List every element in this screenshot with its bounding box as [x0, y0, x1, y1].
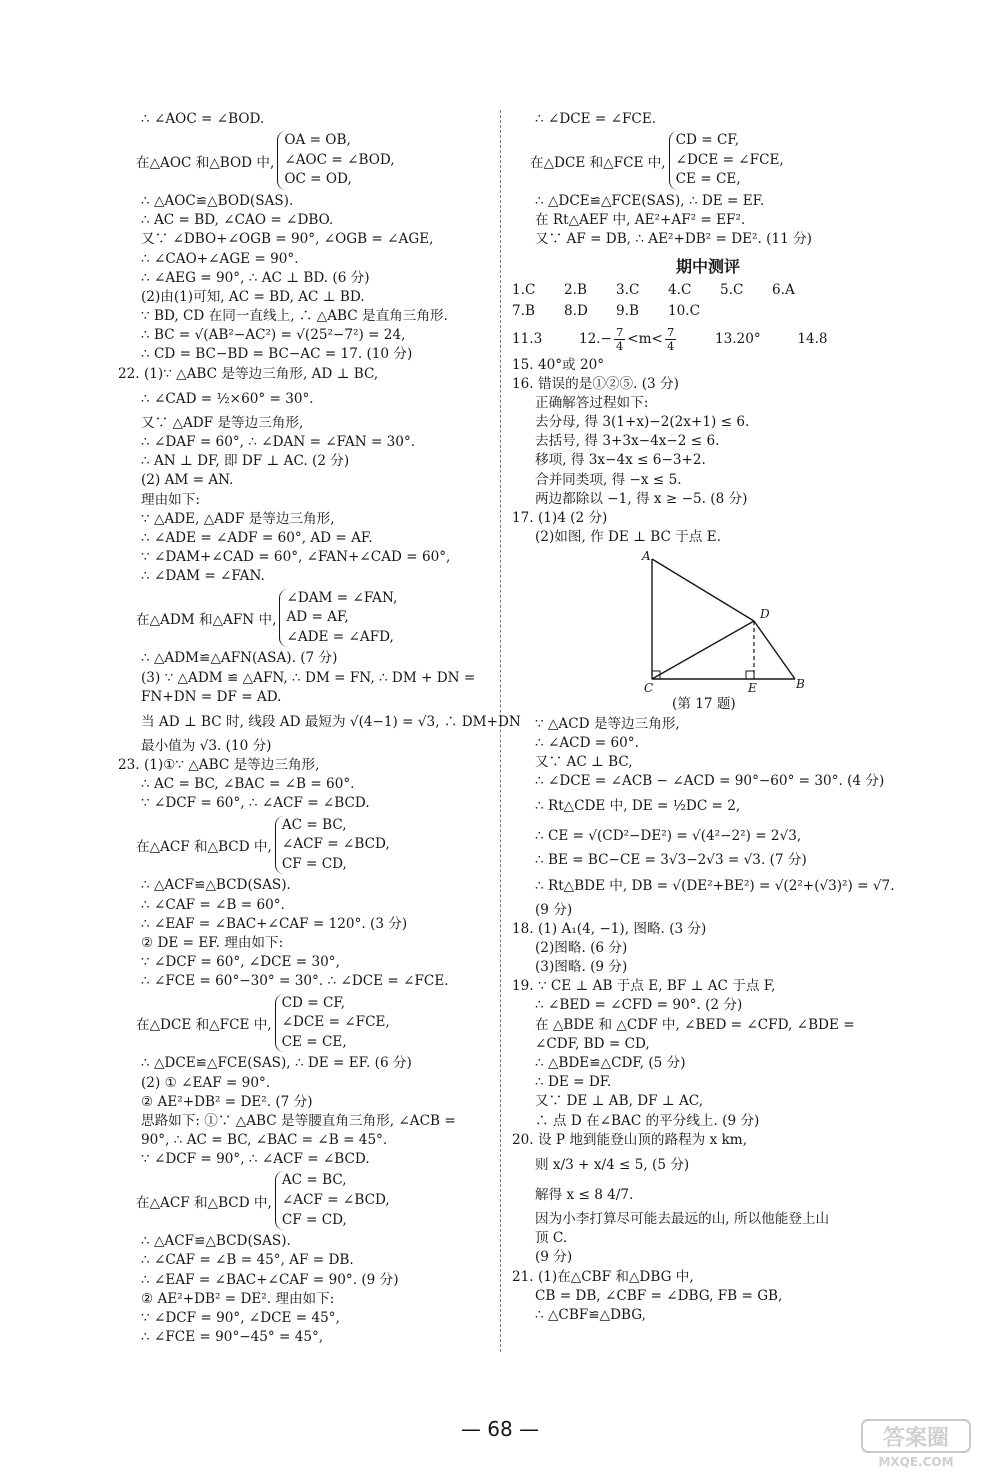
text-line: ∴ ∠DCE = ∠FCE. [535, 111, 657, 127]
text-line: 又∵ AF = DB, ∴ AE²+DB² = DE². (11 分) [535, 231, 812, 248]
brace-item: CF = CD, [281, 1211, 347, 1228]
text-line: ∴ ∠ACD = 60°. [535, 734, 639, 751]
text-line: 去括号, 得 3+3x−4x−2 ≤ 6. [535, 433, 720, 450]
brace-item: CF = CD, [281, 855, 347, 872]
brace-label: 在△ADM 和△AFN 中, [136, 611, 277, 628]
text-line: ∵ △ADE, △ADF 是等边三角形, [141, 510, 335, 527]
brace-item: CE = CE, [281, 1033, 347, 1050]
text-line: ∴ ∠BED = ∠CFD = 90°. (2 分) [535, 997, 743, 1014]
text-line: ∴ AC = BC, ∠BAC = ∠B = 60°. [141, 776, 355, 793]
figure-caption: (第 17 题) [672, 696, 736, 713]
text-line: ∴ CD = BC−BD = BC−AC = 17. (10 分) [141, 346, 413, 363]
text-line: CB = DB, ∠CBF = ∠DBG, FB = GB, [535, 1287, 783, 1304]
brace-items [279, 589, 397, 648]
choice-answer: 2.B [564, 281, 587, 298]
fraction: $\frac{7}{4}$ [615, 324, 624, 353]
brace-label: 在△AOC 和△BOD 中, [136, 154, 275, 171]
right-top-block [512, 110, 904, 250]
choice-answer: 4.C [668, 281, 692, 298]
brace-item: ∠DCE = ∠FCE, [675, 151, 784, 168]
text-line: 解得 x ≤ 8 4/7. [535, 1186, 634, 1203]
text-line: ∴ ∠AOC = ∠BOD. [141, 111, 265, 127]
svg-text:答案圈: 答案圈 [882, 1426, 950, 1451]
brace-items [669, 131, 784, 190]
text-line: ∵ ∠DCF = 90°, ∴ ∠ACF = ∠BCD. [141, 1151, 370, 1168]
brace-items [275, 1171, 390, 1230]
vertex-label-e: E [748, 681, 757, 696]
text-line: ∠CDF, BD = CD, [535, 1035, 650, 1052]
right-middle-block [512, 356, 904, 548]
brace-items [277, 131, 394, 190]
text-line: (9 分) [535, 901, 573, 918]
right-bottom-block [512, 715, 904, 1326]
brace-group [118, 589, 488, 648]
page-number: — 68 — [460, 1417, 540, 1441]
text-line: ∵ ∠DCF = 60°, ∴ ∠ACF = ∠BCD. [141, 795, 370, 812]
text-line: ∴ Rt△BDE 中, DB = √(DE²+BE²) = √(2²+(√3)²) = √7. [535, 877, 895, 894]
brace-label: 在△ACF 和△BCD 中, [136, 1194, 272, 1211]
text-line: (2)图略. (6 分) [535, 939, 628, 956]
text-line: ∴ ∠DAM = ∠FAN. [141, 568, 265, 585]
brace-item: ∠ACF = ∠BCD, [281, 836, 390, 853]
text-line: 16. 错误的是①②⑤. (3 分) [512, 375, 679, 392]
text-line: (2) ① ∠EAF = 90°. [141, 1074, 271, 1091]
choice-answers-row-2 [512, 301, 904, 322]
text-line: ∴ ∠FCE = 60°−30° = 30°. ∴ ∠DCE = ∠FCE. [141, 973, 449, 990]
answer-13: 13.20° [714, 330, 761, 347]
vertex-label-b: B [796, 677, 805, 692]
brace-group [118, 994, 488, 1053]
text-line: 正确解答过程如下: [535, 394, 649, 411]
brace-item: ∠ADE = ∠AFD, [286, 628, 394, 645]
brace-label: 在△DCE 和△FCE 中, [136, 1016, 272, 1033]
answer-14: 14.8 [797, 330, 828, 347]
text-line: ∴ 点 D 在∠BAC 的平分线上. (9 分) [535, 1112, 760, 1129]
brace-label: 在△DCE 和△FCE 中, [530, 154, 666, 171]
brace-group [118, 131, 488, 190]
text-line: ∴ △BDE≌△CDF, (5 分) [535, 1055, 686, 1072]
figure-17 [630, 549, 820, 699]
vertex-label-d: D [760, 607, 770, 622]
text-line: (3) ∵ △ADM ≌ △AFN, ∴ DM = FN, ∴ DM + DN = [141, 669, 476, 686]
brace-item: ∠DCE = ∠FCE, [281, 1014, 390, 1031]
fraction: $\frac{7}{4}$ [666, 324, 675, 353]
text-line: 最小值为 √3. (10 分) [141, 737, 272, 754]
text-line: (2)如图, 作 DE ⊥ BC 于点 E. [535, 529, 721, 546]
answer-12-mid: <m< [627, 330, 663, 347]
brace-item: CD = CF, [281, 994, 346, 1011]
text-line: ∴ ∠CAF = ∠B = 60°. [141, 896, 285, 913]
text-line: ∴ △CBF≌△DBG, [535, 1306, 646, 1323]
brace-item: AC = BC, [281, 816, 347, 833]
brace-item: ∠ACF = ∠BCD, [281, 1192, 390, 1209]
text-line: ∴ ∠DAF = 60°, ∴ ∠DAN = ∠FAN = 30°. [141, 434, 416, 451]
text-line: 又∵ ∠DBO+∠OGB = 90°, ∠OGB = ∠AGE, [141, 231, 434, 248]
text-line: 去分母, 得 3(1+x)−2(2x+1) ≤ 6. [535, 414, 750, 431]
choice-answers-row-1 [512, 280, 904, 301]
text-line: 在 Rt△AEF 中, AE²+AF² = EF². [535, 212, 746, 229]
brace-label: 在△ACF 和△BCD 中, [136, 839, 272, 856]
choice-answer: 6.A [772, 281, 795, 298]
vertex-label-c: C [644, 681, 654, 696]
text-line: 因为小李打算尽可能去最远的山, 所以他能登上山 [535, 1210, 830, 1227]
brace-item: OA = OB, [284, 132, 351, 149]
text-line: ② DE = EF. 理由如下: [141, 934, 284, 951]
text-line: (2) AM = AN. [141, 472, 234, 489]
text-line: ∵ BD, CD 在同一直线上, ∴ △ABC 是直角三角形. [141, 308, 448, 325]
text-line: (2)由(1)可知, AC = BD, AC ⊥ BD. [141, 288, 365, 305]
text-line: (9 分) [535, 1249, 573, 1266]
text-line: 思路如下: ①∵ △ABC 是等腰直角三角形, ∠ACB = [141, 1112, 456, 1129]
text-line: 合并同类项, 得 −x ≤ 5. [535, 471, 682, 488]
text-line: ∴ △ACF≌△BCD(SAS). [141, 1233, 291, 1250]
text-line: 20. 设 P 地到能登山顶的路程为 x km, [512, 1131, 748, 1148]
choice-answer: 10.C [668, 302, 701, 319]
text-line: 顶 C. [535, 1230, 568, 1247]
text-line: 理由如下: [141, 491, 200, 508]
text-line: ② AE²+DB² = DE². 理由如下: [141, 1290, 335, 1307]
choice-answer: 7.B [512, 302, 535, 319]
brace-item: ∠DAM = ∠FAN, [286, 589, 398, 606]
text-line: 在 △BDE 和 △CDF 中, ∠BED = ∠CFD, ∠BDE = [535, 1016, 855, 1033]
triangle-diagram [630, 549, 820, 699]
text-line: ∴ ∠EAF = ∠BAC+∠CAF = 90°. (9 分) [141, 1271, 399, 1288]
text-line: 又∵ DE ⊥ AB, DF ⊥ AC, [535, 1093, 704, 1110]
answer-11: 11.3 [512, 330, 543, 347]
choice-answer: 3.C [616, 281, 640, 298]
text-line: ∵ △ACD 是等边三角形, [535, 715, 680, 732]
text-line: ∴ BC = √(AB²−AC²) = √(25²−7²) = 24, [141, 327, 406, 344]
section-title: 期中测评 [675, 256, 740, 276]
brace-items [275, 816, 390, 875]
text-line: 15. 40°或 20° [512, 356, 605, 373]
text-line: ∴ AN ⊥ DF, 即 DF ⊥ AC. (2 分) [141, 453, 350, 470]
text-line: 当 AD ⊥ BC 时, 线段 AD 最短为 √(4−1) = √3, ∴ DM+DN [141, 713, 521, 730]
text-line: 23. (1)①∵ △ABC 是等边三角形, [118, 757, 320, 774]
choice-answer: 1.C [512, 281, 536, 298]
brace-item: CD = CF, [675, 132, 740, 149]
right-column [512, 110, 904, 1325]
text-line: ∴ △ADM≌△AFN(ASA). (7 分) [141, 650, 338, 667]
text-line: 移项, 得 3x−4x ≤ 6−3+2. [535, 452, 706, 469]
brace-item: OC = OD, [284, 171, 352, 188]
brace-item: ∠AOC = ∠BOD, [284, 151, 395, 168]
text-line: ∴ ∠FCE = 90°−45° = 45°, [141, 1329, 324, 1346]
brace-item: AC = BC, [281, 1172, 347, 1189]
text-line: 又∵ △ADF 是等边三角形, [141, 414, 304, 431]
text-line: ② AE²+DB² = DE². (7 分) [141, 1093, 313, 1110]
text-line: ∴ ∠ADE = ∠ADF = 60°, AD = AF. [141, 529, 373, 546]
text-line: 又∵ AC ⊥ BC, [535, 753, 633, 770]
text-line: ∴ △DCE≌△FCE(SAS), ∴ DE = EF. [535, 192, 765, 209]
text-line: 22. (1)∵ △ABC 是等边三角形, AD ⊥ BC, [118, 365, 379, 382]
fill-answers-row [512, 322, 904, 356]
brace-item: AD = AF, [286, 609, 349, 626]
text-line: ∴ Rt△CDE 中, DE = ½DC = 2, [535, 798, 741, 815]
answer-12-prefix: 12.− [578, 330, 612, 347]
watermark-logo [860, 1416, 972, 1470]
text-line: ∴ △ACF≌△BCD(SAS). [141, 877, 291, 894]
choice-answer: 5.C [720, 281, 744, 298]
text-line: 21. (1)在△CBF 和△DBG 中, [512, 1268, 694, 1285]
text-line: ∴ DE = DF. [535, 1074, 612, 1091]
text-line: 两边都除以 −1, 得 x ≥ −5. (8 分) [535, 490, 748, 507]
text-line: ∴ ∠CAD = ½×60° = 30°. [141, 390, 314, 407]
brace-group [118, 1171, 488, 1230]
text-line: ∴ CE = √(CD²−DE²) = √(4²−2²) = 2√3, [535, 828, 802, 845]
vertex-label-a: A [642, 549, 651, 564]
text-line: ∴ ∠CAO+∠AGE = 90°. [141, 250, 299, 267]
text-line: ∴ △DCE≌△FCE(SAS), ∴ DE = EF. (6 分) [141, 1055, 412, 1072]
text-line: 则 x/3 + x/4 ≤ 5, (5 分) [535, 1156, 690, 1173]
brace-group [512, 131, 904, 190]
choice-answer: 8.D [564, 302, 588, 319]
text-line: FN+DN = DF = AD. [141, 688, 282, 705]
text-line: 18. (1) A₁(4, −1), 图略. (3 分) [512, 920, 707, 937]
text-line: 19. ∵ CE ⊥ AB 于点 E, BF ⊥ AC 于点 F, [512, 978, 776, 995]
brace-item: CE = CE, [675, 171, 741, 188]
choice-answer: 9.B [616, 302, 639, 319]
text-line: ∴ ∠DCE = ∠ACB − ∠ACD = 90°−60° = 30°. (4 分) [535, 773, 885, 790]
text-line: ∴ ∠EAF = ∠BAC+∠CAF = 120°. (3 分) [141, 915, 408, 932]
text-line: ∴ ∠CAF = ∠B = 45°, AF = DB. [141, 1252, 354, 1269]
svg-text:MXQE.COM: MXQE.COM [878, 1455, 954, 1469]
text-line: ∴ BE = BC−CE = 3√3−2√3 = √3. (7 分) [535, 852, 807, 869]
left-column [118, 110, 521, 1347]
text-line: ∴ AC = BD, ∠CAO = ∠DBO. [141, 212, 334, 229]
text-line: 17. (1)4 (2 分) [512, 510, 608, 527]
text-line: ∵ ∠DCF = 60°, ∠DCE = 30°, [141, 954, 340, 971]
text-line: ∴ △AOC≌△BOD(SAS). [141, 192, 294, 209]
brace-group [118, 816, 488, 875]
text-line: ∵ ∠DAM+∠CAD = 60°, ∠FAN+∠CAD = 60°, [141, 549, 451, 566]
text-line: ∴ ∠AEG = 90°, ∴ AC ⊥ BD. (6 分) [141, 269, 370, 286]
text-line: ∵ ∠DCF = 90°, ∠DCE = 45°, [141, 1309, 340, 1326]
brace-items [275, 994, 390, 1053]
text-line: 90°, ∴ AC = BC, ∠BAC = ∠B = 45°. [141, 1132, 388, 1149]
text-line: (3)图略. (9 分) [535, 959, 628, 976]
